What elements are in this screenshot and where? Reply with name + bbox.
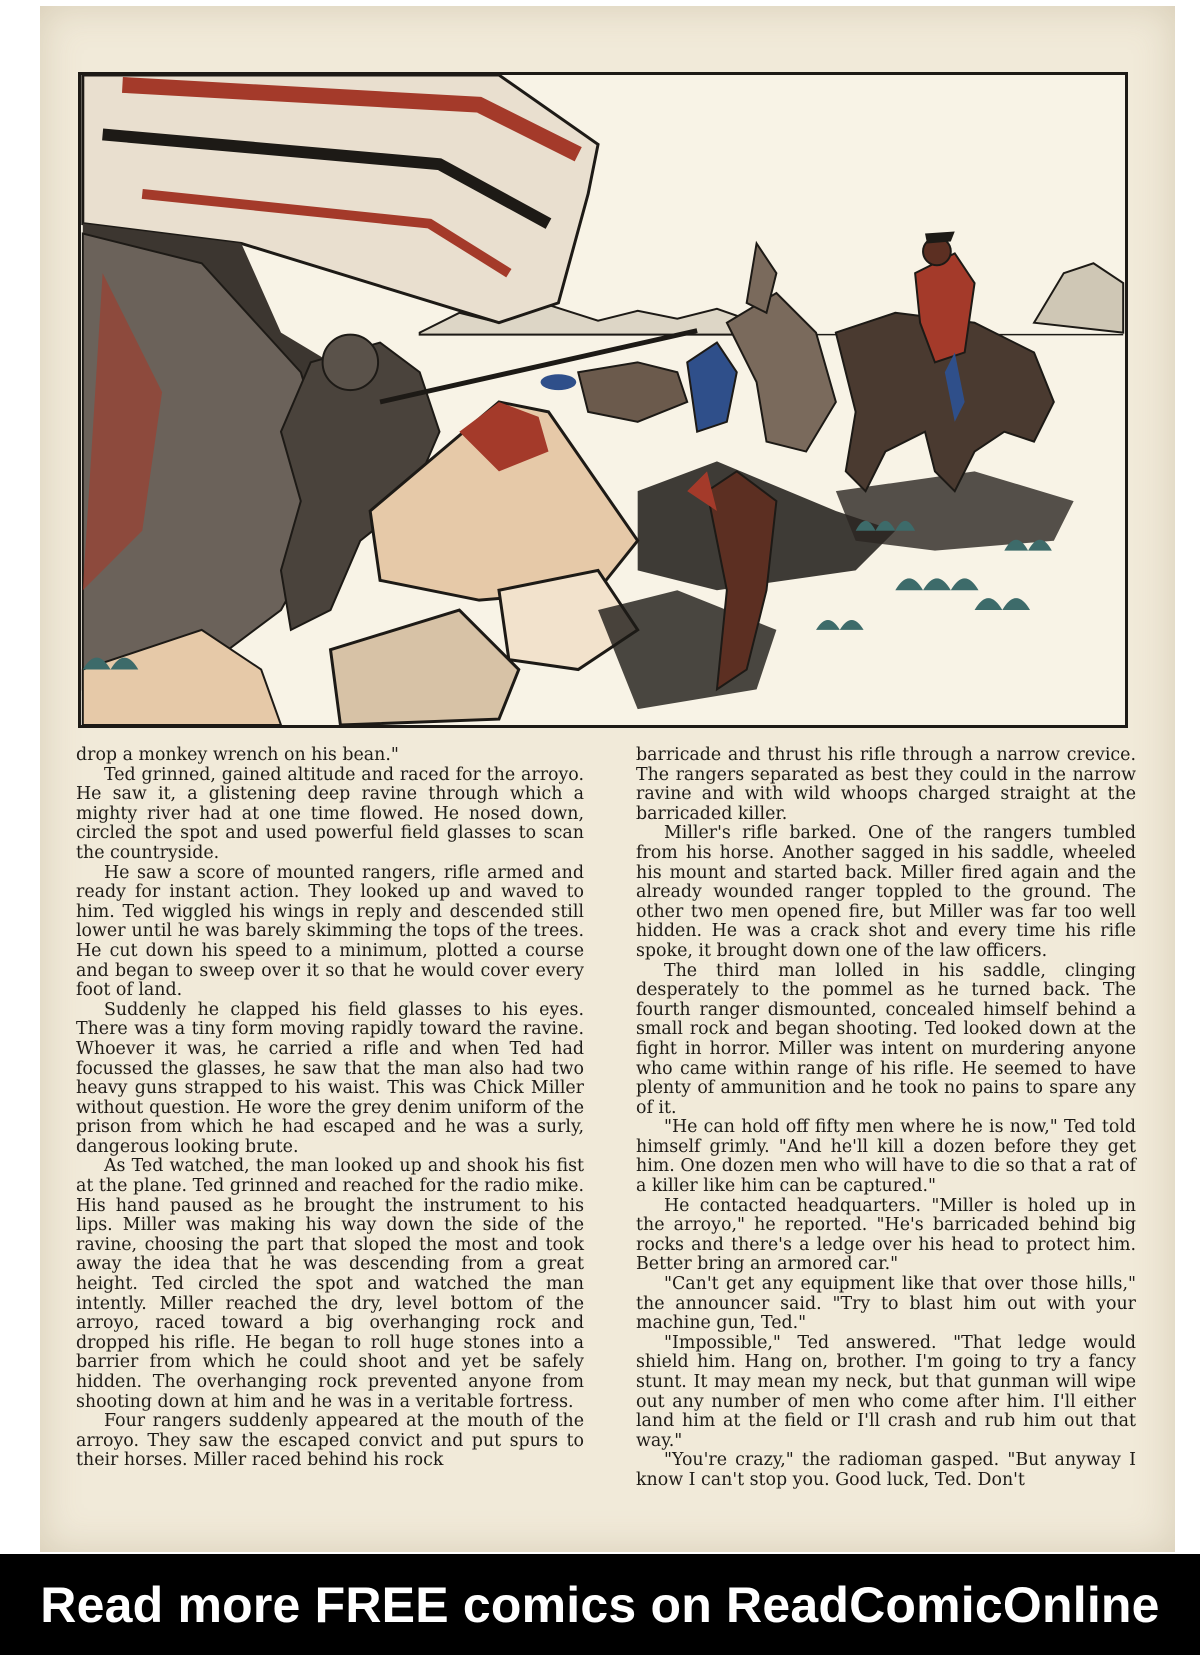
paragraph: "He can hold off fifty men where he is now," Ted told himself grimly. "And he'll kill a dozen before they get him. One dozen men who will have to die so that a rat of a killer like him can be captured." — [636, 1117, 1136, 1197]
paragraph: barricade and thrust his rifle through a narrow crevice. The rangers separated as best they could in the narrow ravine and with wild whoops charged straight at the barricaded killer. — [636, 745, 1136, 824]
illustration-panel — [78, 72, 1128, 728]
story-column-right — [636, 746, 1136, 1491]
paragraph: drop a monkey wrench on his bean." — [76, 745, 399, 765]
story-column-left — [76, 746, 584, 1471]
paragraph: "You're crazy," the radioman gasped. "But anyway I know I can't stop you. Good luck, Ted. Don't — [636, 1450, 1136, 1490]
paragraph: As Ted watched, the man looked up and shook his fist at the plane. Ted grinned and reached for the radio mike. His hand paused as he brought the instrument to his lips. Miller was making his way down the side of the ravine, choosing the part that sloped the most and took away the idea that he was descending from a great height. Ted circled the spot and watched the man intently. Miller reached the dry, level bottom of the arroyo, raced toward a big overhanging rock and dropped his rifle. He began to roll huge stones into a barrier from which he could shoot and yet be safely hidden. The overhanging rock prevented anyone from shooting down at him and he was in a veritable fortress. — [76, 1156, 584, 1412]
paragraph: Four rangers suddenly appeared at the mouth of the arroyo. They saw the escaped convict and put spurs to their horses. Miller raced behind his rock — [76, 1411, 584, 1471]
paragraph: He saw a score of mounted rangers, rifle armed and ready for instant action. They looked up and waved to him. Ted wiggled his wings in reply and descended still lower until he was barely skimming the tops of the trees. He cut down his speed to a minimum, plotted a course and began to sweep over it so that he would cover every foot of land. — [76, 862, 584, 1001]
paragraph: Ted grinned, gained altitude and raced for the arroyo. He saw it, a glistening deep ravine through which a mighty river had at one time flowed. He nosed down, circled the spot and used powerful field glasses to scan the countryside. — [76, 764, 584, 863]
read-more-banner-link[interactable]: Read more FREE comics on ReadComicOnline — [0, 1554, 1200, 1655]
western-ambush-illustration-icon — [81, 75, 1125, 725]
paragraph: He contacted headquarters. "Miller is holed up in the arroyo," he reported. "He's barricaded behind big rocks and there's a ledge over his head to protect him. Better bring an armored car." — [636, 1195, 1136, 1275]
paragraph: "Can't get any equipment like that over those hills," the announcer said. "Try to blast him out with your machine gun, Ted." — [636, 1274, 1136, 1334]
paragraph: Miller's rifle barked. One of the rangers tumbled from his horse. Another sagged in his saddle, wheeled his mount and started back. Miller fired again and the already wounded ranger toppled to the ground. The other two men opened fire, but Miller was far too well hidden. He was a crack shot and every time his rifle spoke, it brought down one of the law officers. — [636, 823, 1136, 961]
paragraph: "Impossible," Ted answered. "That ledge would shield him. Hang on, brother. I'm going to try a fancy stunt. It may mean my neck, but that gunman will wipe out any number of men who come after him. I'll either land him at the field or I'll crash and rub him out that way." — [636, 1332, 1136, 1451]
paragraph: Suddenly he clapped his field glasses to his eyes. There was a tiny form moving rapidly toward the ravine. Whoever it was, he carried a rifle and when Ted had focussed the glasses, he saw that the man also had two heavy guns strapped to his waist. This was Chick Miller without question. He wore the grey denim uniform of the prison from which he had escaped and he was a surly, dangerous looking brute. — [76, 999, 584, 1157]
paragraph: The third man lolled in his saddle, clinging desperately to the pommel as he turned back. The fourth ranger dismounted, concealed himself behind a small rock and began shooting. Ted looked down at the fight in horror. Miller was intent on murdering anyone who came within range of his rifle. He seemed to have plenty of ammunition and he took no pains to spare any of it. — [636, 960, 1136, 1118]
